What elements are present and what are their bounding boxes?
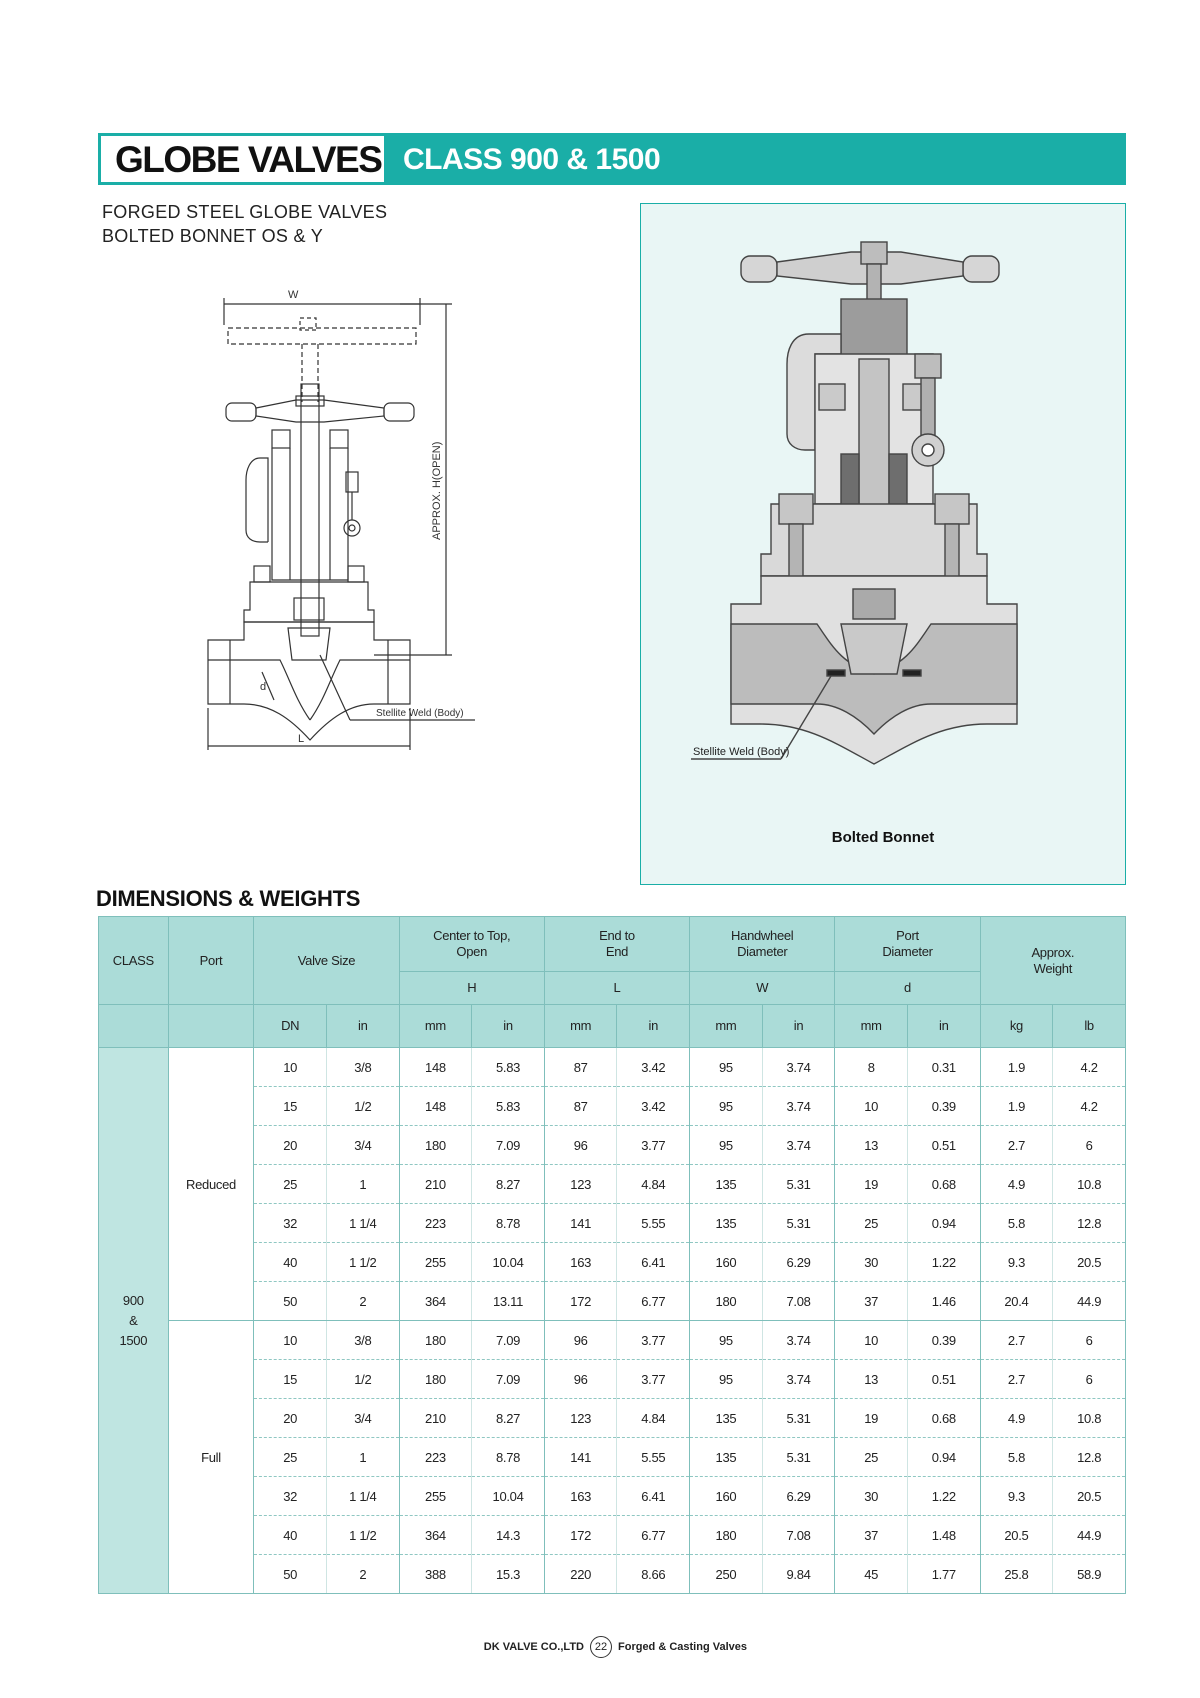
table-cell: 96	[544, 1360, 617, 1399]
table-cell: 0.94	[907, 1438, 980, 1477]
header-unit: kg	[980, 1005, 1053, 1048]
table-cell: 20.4	[980, 1282, 1053, 1321]
table-cell: 135	[690, 1399, 763, 1438]
header-symbol-w: W	[690, 972, 835, 1005]
table-cell: 4.2	[1053, 1087, 1126, 1126]
table-cell: 5.31	[762, 1399, 835, 1438]
table-cell: 3.74	[762, 1126, 835, 1165]
table-cell: 180	[399, 1360, 472, 1399]
table-cell: 1.9	[980, 1048, 1053, 1087]
table-cell: 13	[835, 1126, 908, 1165]
port-cell: Full	[168, 1321, 254, 1594]
table-cell: 0.51	[907, 1126, 980, 1165]
table-cell: 5.31	[762, 1438, 835, 1477]
table-cell: 3.77	[617, 1321, 690, 1360]
table-cell: 6.41	[617, 1477, 690, 1516]
table-cell: 180	[690, 1282, 763, 1321]
table-cell: 0.39	[907, 1321, 980, 1360]
header-unit: in	[907, 1005, 980, 1048]
table-cell: 25.8	[980, 1555, 1053, 1594]
header-symbol-d: d	[835, 972, 980, 1005]
table-cell: 9.84	[762, 1555, 835, 1594]
dimensions-table	[98, 916, 1126, 1594]
table-cell: 8	[835, 1048, 908, 1087]
table-cell: 50	[254, 1282, 327, 1321]
header-end-to-end	[544, 917, 689, 972]
table-cell: 1.22	[907, 1243, 980, 1282]
table-cell: 44.9	[1053, 1282, 1126, 1321]
table-cell: 0.68	[907, 1399, 980, 1438]
footer-tagline: Forged & Casting Valves	[618, 1641, 747, 1653]
table-cell: 6	[1053, 1321, 1126, 1360]
table-cell: 45	[835, 1555, 908, 1594]
valve-cutaway-svg	[641, 204, 1127, 886]
table-cell: 8.78	[472, 1204, 545, 1243]
valve-outline-svg	[200, 280, 530, 830]
table-cell: 40	[254, 1516, 327, 1555]
table-cell: 25	[835, 1438, 908, 1477]
table-cell: 3.74	[762, 1048, 835, 1087]
table-cell: 13.11	[472, 1282, 545, 1321]
table-cell: 9.3	[980, 1243, 1053, 1282]
table-cell: 160	[690, 1243, 763, 1282]
table-cell: 10.8	[1053, 1165, 1126, 1204]
table-cell: 3.42	[617, 1087, 690, 1126]
table-cell: 6.77	[617, 1516, 690, 1555]
table-cell: 5.31	[762, 1165, 835, 1204]
table-cell: 3.74	[762, 1360, 835, 1399]
table-cell: 160	[690, 1477, 763, 1516]
table-cell: 3/4	[326, 1399, 399, 1438]
table-cell: 5.31	[762, 1204, 835, 1243]
table-cell: 141	[544, 1204, 617, 1243]
table-cell: 5.8	[980, 1204, 1053, 1243]
table-cell: 1 1/2	[326, 1243, 399, 1282]
table-cell: 25	[835, 1204, 908, 1243]
table-cell: 3.77	[617, 1126, 690, 1165]
header-unit: mm	[399, 1005, 472, 1048]
table-cell: 15	[254, 1087, 327, 1126]
table-cell: 19	[835, 1165, 908, 1204]
table-cell: 255	[399, 1243, 472, 1282]
table-cell: 8.66	[617, 1555, 690, 1594]
table-cell: 20	[254, 1126, 327, 1165]
table-cell: 10	[835, 1321, 908, 1360]
table-cell: 6	[1053, 1360, 1126, 1399]
header-class-spacer	[99, 1005, 169, 1048]
table-cell: 148	[399, 1087, 472, 1126]
table-cell: 4.84	[617, 1399, 690, 1438]
length-dimension-label: L	[298, 733, 305, 745]
table-cell: 13	[835, 1360, 908, 1399]
product-subtitle	[102, 200, 387, 248]
table-cell: 7.09	[472, 1360, 545, 1399]
header-class: CLASS	[99, 917, 169, 1005]
table-cell: 10	[254, 1048, 327, 1087]
table-cell: 210	[399, 1399, 472, 1438]
valve-cutaway-picture	[640, 203, 1126, 885]
table-cell: 5.55	[617, 1438, 690, 1477]
table-cell: 220	[544, 1555, 617, 1594]
table-row	[99, 1048, 1126, 1087]
table-cell: 95	[690, 1360, 763, 1399]
table-cell: 7.09	[472, 1321, 545, 1360]
table-cell: 3.42	[617, 1048, 690, 1087]
table-cell: 2	[326, 1555, 399, 1594]
weld-label: Stellite Weld (Body)	[376, 708, 464, 719]
class-value: &	[129, 1312, 138, 1328]
table-cell: 95	[690, 1048, 763, 1087]
table-cell: 3/8	[326, 1048, 399, 1087]
table-cell: 40	[254, 1243, 327, 1282]
table-cell: 223	[399, 1204, 472, 1243]
header-valve-size-text: Valve Size	[297, 952, 356, 968]
table-cell: 20.5	[980, 1516, 1053, 1555]
table-cell: 30	[835, 1477, 908, 1516]
table-cell: 37	[835, 1282, 908, 1321]
table-cell: 123	[544, 1165, 617, 1204]
table-cell: 1.46	[907, 1282, 980, 1321]
table-cell: 4.2	[1053, 1048, 1126, 1087]
table-cell: 255	[399, 1477, 472, 1516]
table-cell: 10	[835, 1087, 908, 1126]
table-cell: 10	[254, 1321, 327, 1360]
table-cell: 0.51	[907, 1360, 980, 1399]
table-cell: 8.27	[472, 1399, 545, 1438]
table-cell: 7.09	[472, 1126, 545, 1165]
port-dimension-label: d	[260, 681, 267, 693]
header-weight-text: Approx. Weight	[1031, 944, 1075, 976]
title-banner	[98, 133, 1126, 185]
header-weight	[980, 917, 1125, 1005]
table-cell: 6.41	[617, 1243, 690, 1282]
company-name: DK VALVE CO.,LTD	[483, 1641, 584, 1653]
page-number: 22	[590, 1636, 612, 1658]
header-unit: in	[617, 1005, 690, 1048]
table-cell: 1/2	[326, 1087, 399, 1126]
width-dimension-label: W	[288, 289, 299, 301]
table-cell: 364	[399, 1516, 472, 1555]
table-cell: 6.29	[762, 1243, 835, 1282]
header-unit: in	[762, 1005, 835, 1048]
table-cell: 4.84	[617, 1165, 690, 1204]
table-cell: 1	[326, 1165, 399, 1204]
table-cell: 141	[544, 1438, 617, 1477]
table-cell: 1.22	[907, 1477, 980, 1516]
subtitle-line-2: BOLTED BONNET OS & Y	[102, 226, 324, 246]
table-cell: 5.55	[617, 1204, 690, 1243]
table-cell: 3.74	[762, 1087, 835, 1126]
table-cell: 5.83	[472, 1048, 545, 1087]
table-cell: 135	[690, 1438, 763, 1477]
table-cell: 15.3	[472, 1555, 545, 1594]
table-cell: 20	[254, 1399, 327, 1438]
section-title: DIMENSIONS & WEIGHTS	[96, 886, 361, 911]
table-cell: 8.27	[472, 1165, 545, 1204]
table-cell: 180	[399, 1321, 472, 1360]
table-cell: 3.77	[617, 1360, 690, 1399]
table-cell: 15	[254, 1360, 327, 1399]
header-unit: in	[326, 1005, 399, 1048]
table-cell: 25	[254, 1438, 327, 1477]
class-value: 1500	[119, 1332, 148, 1348]
table-cell: 148	[399, 1048, 472, 1087]
table-cell: 250	[690, 1555, 763, 1594]
table-cell: 5.8	[980, 1438, 1053, 1477]
table-cell: 96	[544, 1126, 617, 1165]
header-handwheel	[690, 917, 835, 972]
table-cell: 3.74	[762, 1321, 835, 1360]
table-cell: 4.9	[980, 1399, 1053, 1438]
table-cell: 172	[544, 1516, 617, 1555]
table-cell: 7.08	[762, 1282, 835, 1321]
header-unit: mm	[544, 1005, 617, 1048]
height-dimension-label: APPROX. H(OPEN)	[431, 441, 443, 540]
table-cell: 6	[1053, 1126, 1126, 1165]
table-cell: 2.7	[980, 1126, 1053, 1165]
table-cell: 6.29	[762, 1477, 835, 1516]
header-valve-size	[254, 917, 399, 1005]
table-cell: 30	[835, 1243, 908, 1282]
table-cell: 210	[399, 1165, 472, 1204]
table-cell: 1.9	[980, 1087, 1053, 1126]
header-port-diameter	[835, 917, 980, 972]
header-center-to-top-text: Center to Top, Open	[433, 928, 511, 959]
table-cell: 2	[326, 1282, 399, 1321]
class-value: 900	[122, 1292, 144, 1308]
table-cell: 1	[326, 1438, 399, 1477]
port-cell: Reduced	[168, 1048, 254, 1321]
subtitle-line-1: FORGED STEEL GLOBE VALVES	[102, 202, 388, 222]
table-cell: 5.83	[472, 1087, 545, 1126]
cutaway-weld-label: Stellite Weld (Body)	[693, 746, 790, 758]
class-cell	[99, 1048, 169, 1594]
table-cell: 12.8	[1053, 1438, 1126, 1477]
header-handwheel-text: Handwheel Diameter	[731, 928, 794, 959]
table-cell: 0.68	[907, 1165, 980, 1204]
header-symbol-h: H	[399, 972, 544, 1005]
table-cell: 58.9	[1053, 1555, 1126, 1594]
table-cell: 87	[544, 1048, 617, 1087]
table-cell: 3/8	[326, 1321, 399, 1360]
table-cell: 180	[399, 1126, 472, 1165]
table-cell: 1/2	[326, 1360, 399, 1399]
page-footer	[0, 1636, 1200, 1660]
table-cell: 1.77	[907, 1555, 980, 1594]
table-cell: 7.08	[762, 1516, 835, 1555]
table-cell: 172	[544, 1282, 617, 1321]
table-cell: 0.39	[907, 1087, 980, 1126]
header-end-to-end-text: End to End	[599, 928, 635, 959]
table-cell: 1 1/2	[326, 1516, 399, 1555]
table-cell: 163	[544, 1477, 617, 1516]
header-unit: lb	[1053, 1005, 1126, 1048]
header-port-spacer	[168, 1005, 254, 1048]
valve-outline-drawing	[200, 280, 530, 830]
table-cell: 32	[254, 1204, 327, 1243]
table-cell: 2.7	[980, 1321, 1053, 1360]
table-cell: 10.04	[472, 1243, 545, 1282]
header-port: Port	[168, 917, 254, 1005]
table-cell: 20.5	[1053, 1477, 1126, 1516]
table-cell: 1.48	[907, 1516, 980, 1555]
table-cell: 95	[690, 1087, 763, 1126]
table-cell: 19	[835, 1399, 908, 1438]
table-cell: 8.78	[472, 1438, 545, 1477]
table-cell: 6.77	[617, 1282, 690, 1321]
table-cell: 135	[690, 1204, 763, 1243]
header-unit: in	[472, 1005, 545, 1048]
table-cell: 9.3	[980, 1477, 1053, 1516]
table-cell: 10.8	[1053, 1399, 1126, 1438]
table-cell: 37	[835, 1516, 908, 1555]
page-title: GLOBE VALVES	[115, 139, 382, 180]
table-cell: 123	[544, 1399, 617, 1438]
table-cell: 180	[690, 1516, 763, 1555]
table-cell: 2.7	[980, 1360, 1053, 1399]
header-unit: mm	[835, 1005, 908, 1048]
table-row	[99, 1321, 1126, 1360]
table-cell: 0.31	[907, 1048, 980, 1087]
table-cell: 4.9	[980, 1165, 1053, 1204]
header-unit: DN	[254, 1005, 327, 1048]
class-label: CLASS 900 & 1500	[403, 143, 661, 176]
table-cell: 3/4	[326, 1126, 399, 1165]
table-cell: 95	[690, 1321, 763, 1360]
table-cell: 364	[399, 1282, 472, 1321]
table-cell: 10.04	[472, 1477, 545, 1516]
table-cell: 44.9	[1053, 1516, 1126, 1555]
header-center-to-top	[399, 917, 544, 972]
table-cell: 87	[544, 1087, 617, 1126]
table-cell: 1 1/4	[326, 1477, 399, 1516]
table-cell: 20.5	[1053, 1243, 1126, 1282]
table-cell: 1 1/4	[326, 1204, 399, 1243]
table-cell: 32	[254, 1477, 327, 1516]
table-cell: 12.8	[1053, 1204, 1126, 1243]
picture-caption: Bolted Bonnet	[831, 829, 935, 846]
table-cell: 14.3	[472, 1516, 545, 1555]
table-cell: 135	[690, 1165, 763, 1204]
table-cell: 0.94	[907, 1204, 980, 1243]
title-box	[101, 136, 387, 182]
table-cell: 50	[254, 1555, 327, 1594]
table-cell: 96	[544, 1321, 617, 1360]
header-symbol-l: L	[544, 972, 689, 1005]
table-cell: 25	[254, 1165, 327, 1204]
table-cell: 163	[544, 1243, 617, 1282]
table-cell: 388	[399, 1555, 472, 1594]
header-port-diameter-text: Port Diameter	[882, 928, 933, 959]
table-cell: 223	[399, 1438, 472, 1477]
table-cell: 95	[690, 1126, 763, 1165]
header-unit: mm	[690, 1005, 763, 1048]
